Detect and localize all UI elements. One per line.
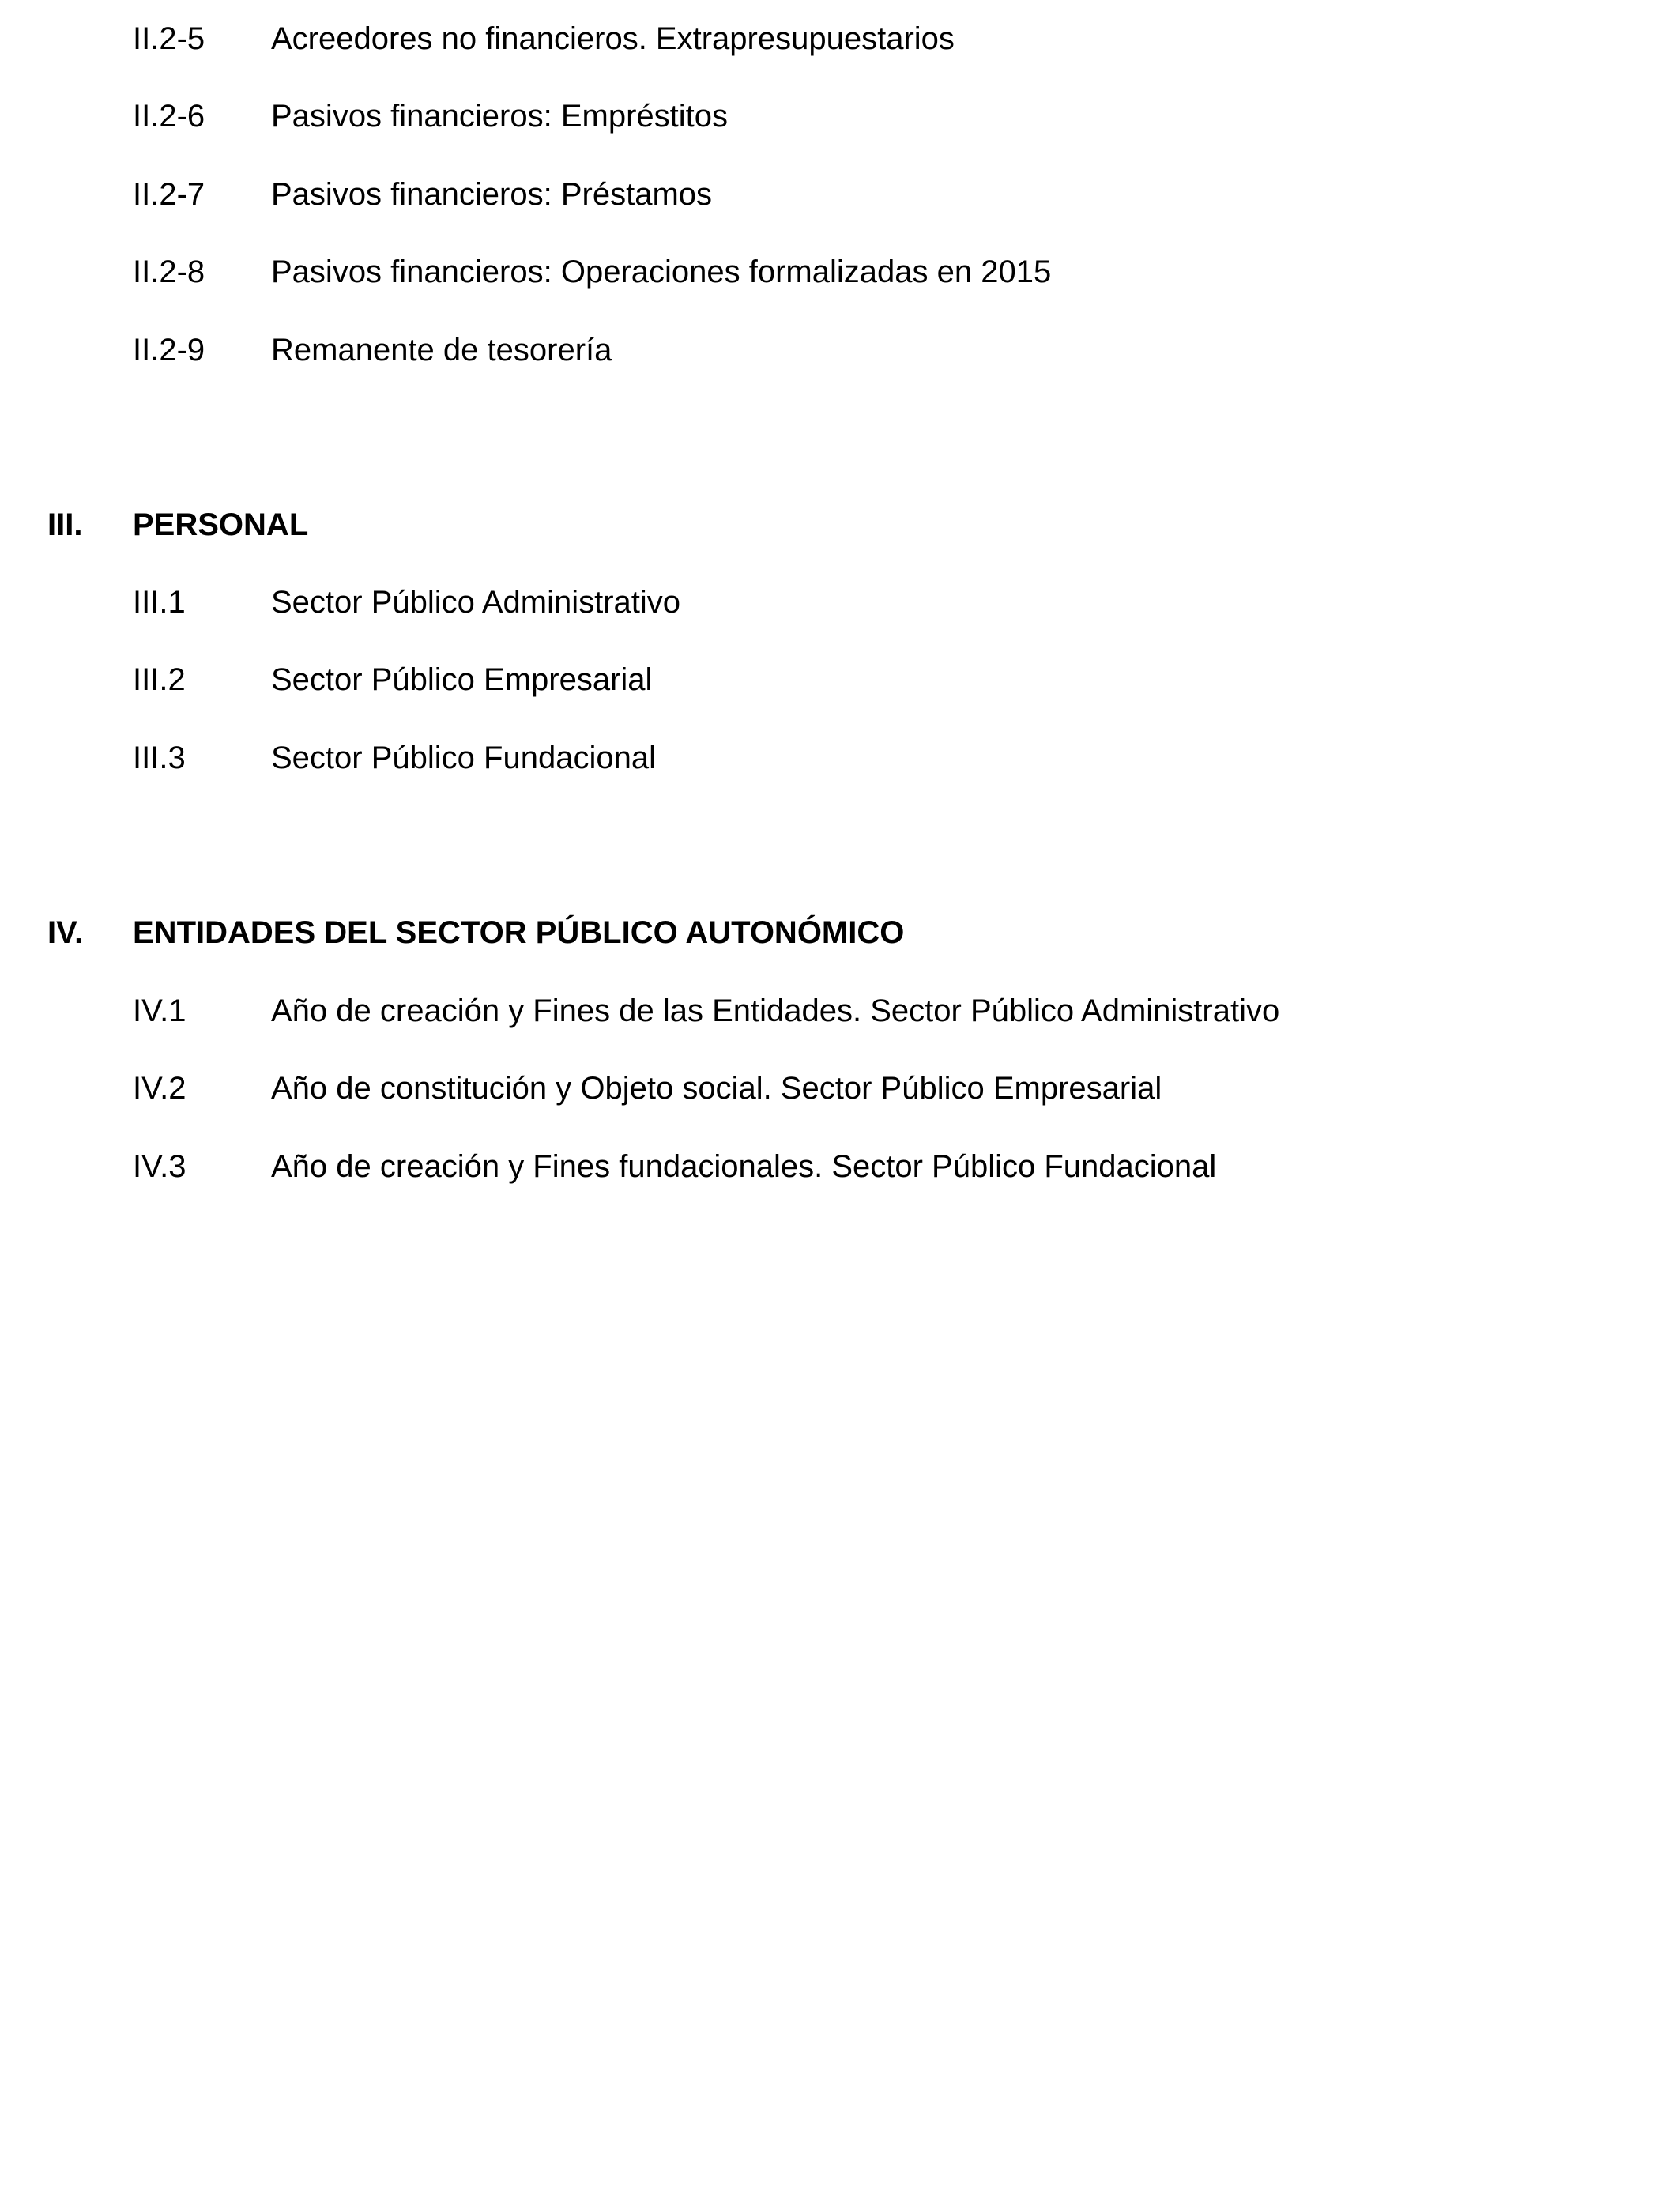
toc-entry-code: III.2: [133, 662, 186, 697]
toc-entry-title: Año de creación y Fines de las Entidades. Sector Público Administrativo: [271, 993, 1280, 1028]
toc-entry-title: Año de creación y Fines fundacionales. Sector Público Fundacional: [271, 1149, 1217, 1184]
toc-entry-title: Pasivos financieros: Empréstitos: [271, 99, 729, 134]
toc-entry-title: Sector Público Administrativo: [271, 585, 681, 620]
toc-entry-code: III.3: [133, 741, 186, 775]
toc-entry-code: II.2-5: [133, 21, 205, 56]
toc-entry-title: Año de constitución y Objeto social. Sector Público Empresarial: [271, 1071, 1162, 1106]
toc-entry-title: Sector Público Empresarial: [271, 662, 653, 697]
toc-entry-code: IV.1: [133, 993, 186, 1028]
toc-entry-title: Pasivos financieros: Operaciones formalizadas en 2015: [271, 254, 1052, 289]
toc-entry-title: Acreedores no financieros. Extrapresupuestarios: [271, 21, 955, 56]
toc-entry-code: III.1: [133, 585, 186, 620]
section-number: IV.: [47, 915, 84, 950]
section-title: PERSONAL: [133, 507, 309, 542]
toc-entry-code: II.2-7: [133, 177, 205, 212]
toc-entry-title: Pasivos financieros: Préstamos: [271, 177, 713, 212]
toc-entry-title: Sector Público Fundacional: [271, 741, 656, 775]
section-title: ENTIDADES DEL SECTOR PÚBLICO AUTONÓMICO: [133, 915, 905, 950]
toc-entry-title: Remanente de tesorería: [271, 333, 612, 368]
section-number: III.: [47, 507, 83, 542]
toc-entry-code: II.2-8: [133, 254, 205, 289]
toc-entry-code: II.2-6: [133, 99, 205, 134]
toc-entry-code: II.2-9: [133, 333, 205, 368]
toc-entry-code: IV.3: [133, 1149, 186, 1184]
toc-entry-code: IV.2: [133, 1071, 186, 1106]
